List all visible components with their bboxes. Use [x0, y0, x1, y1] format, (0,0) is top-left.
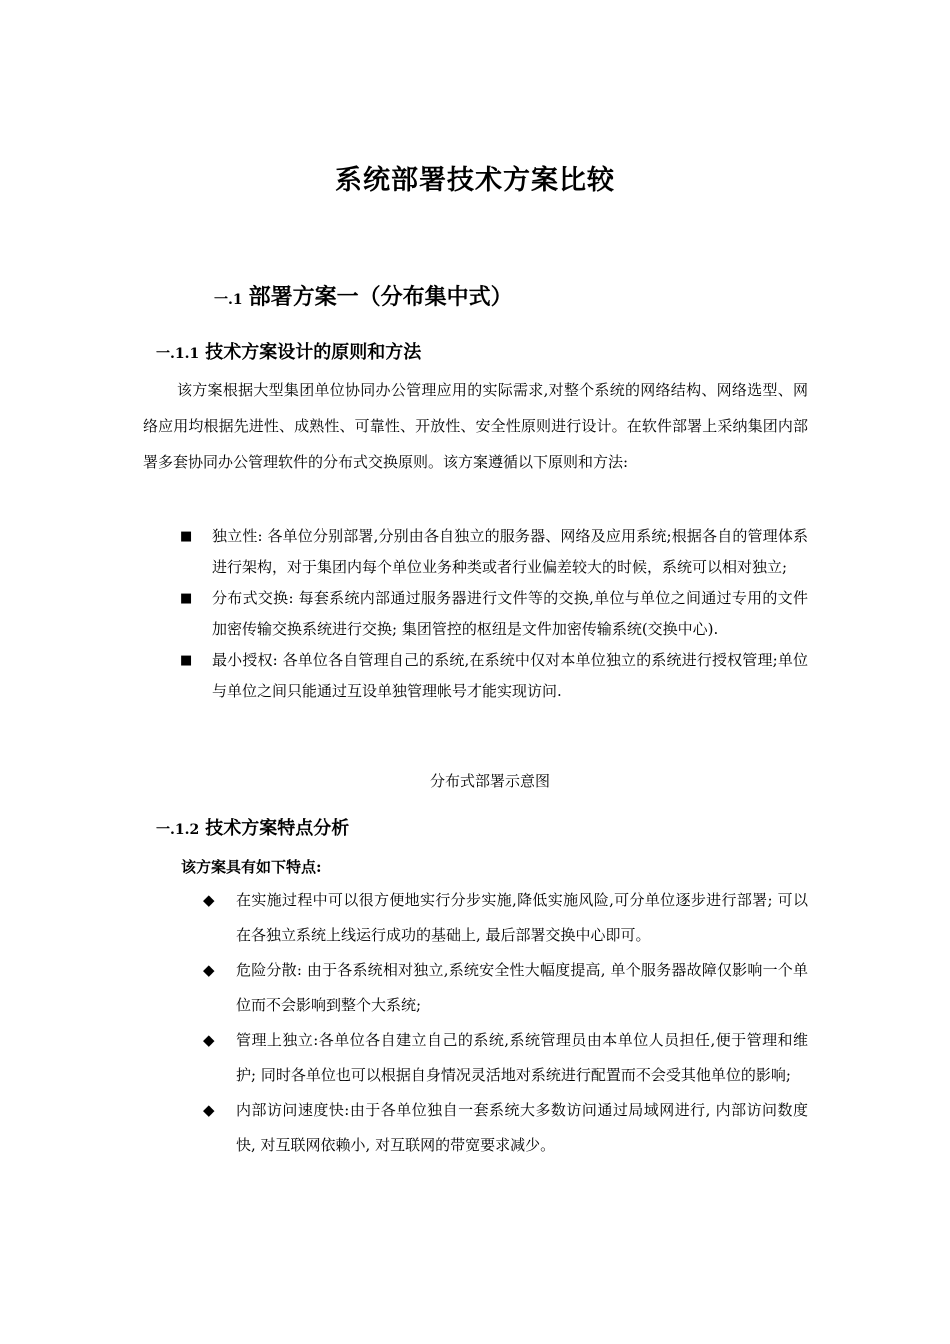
list-item-text: 最小授权: 各单位各自管理自己的系统,在系统中仅对本单位独立的系统进行授权管理;单位与单位之间只能通过互设单独管理帐号才能实现访问.	[212, 651, 808, 700]
diamond-bullet-icon: ◆	[203, 891, 215, 909]
square-bullet-icon: ■	[180, 653, 193, 668]
section-title: 部署方案一（分布集中式）	[248, 284, 513, 310]
list-item	[180, 645, 808, 707]
subsection-title-2: 技术方案特点分析	[205, 818, 350, 839]
diamond-bullet-icon: ◆	[203, 961, 215, 979]
square-bullet-icon: ■	[180, 529, 193, 544]
subsection-heading-2	[156, 814, 349, 840]
section-heading	[214, 280, 513, 311]
list-item	[180, 521, 808, 583]
list-item	[203, 883, 808, 953]
list-item	[203, 1023, 808, 1093]
list-item-text: 危险分散: 由于各系统相对独立,系统安全性大幅度提高, 单个服务器故障仅影响一个单位而不会影响到整个大系统;	[236, 961, 808, 1014]
list-item	[203, 1093, 808, 1163]
list-item-text: 独立性: 各单位分别部署,分别由各自独立的服务器、网络及应用系统;根据各自的管理体系进行架构，对于集团内每个单位业务种类或者行业偏差较大的时候，系统可以相对独立;	[212, 527, 808, 576]
list-item-text: 内部访问速度快:由于各单位独自一套系统大多数访问通过局域网进行, 内部访问数度快, 对互联网依赖小, 对互联网的带宽要求减少。	[236, 1101, 808, 1154]
list-item-text: 在实施过程中可以很方便地实行分步实施,降低实施风险,可分单位逐步进行部署; 可以在各独立系统上线运行成功的基础上, 最后部署交换中心即可。	[236, 891, 808, 944]
diamond-bullet-icon: ◆	[203, 1101, 215, 1119]
features-list	[203, 883, 808, 1163]
subsection-number-2: 一.1.2	[156, 822, 200, 838]
section-number: 一.1	[214, 292, 243, 308]
figure-caption: 分布式部署示意图	[429, 772, 550, 790]
principles-list	[180, 521, 808, 707]
subsection-heading-1	[156, 338, 421, 364]
list-item-text: 管理上独立:各单位各自建立自己的系统,系统管理员由本单位人员担任,便于管理和维护; 同时各单位也可以根据自身情况灵活地对系统进行配置而不会受其他单位的影响;	[236, 1031, 808, 1084]
square-bullet-icon: ■	[180, 591, 193, 606]
subsection-title-1: 技术方案设计的原则和方法	[205, 342, 422, 363]
document-title: 系统部署技术方案比较	[335, 165, 615, 196]
intro-paragraph: 该方案根据大型集团单位协同办公管理应用的实际需求,对整个系统的网络结构、网络选型、网络应用均根据先进性、成熟性、可靠性、开放性、安全性原则进行设计。在软件部署上采纳集团内部署多套协同办公管理软件的分布式交换原则。该方案遵循以下原则和方法:	[143, 381, 808, 471]
diamond-bullet-icon: ◆	[203, 1031, 215, 1049]
list-item-text: 分布式交换: 每套系统内部通过服务器进行文件等的交换,单位与单位之间通过专用的文件加密传输交换系统进行交换; 集团管控的枢纽是文件加密传输系统(交换中心).	[212, 589, 808, 638]
features-intro: 该方案具有如下特点:	[181, 858, 322, 876]
subsection-number-1: 一.1.1	[156, 346, 200, 362]
list-item	[203, 953, 808, 1023]
list-item	[180, 583, 808, 645]
